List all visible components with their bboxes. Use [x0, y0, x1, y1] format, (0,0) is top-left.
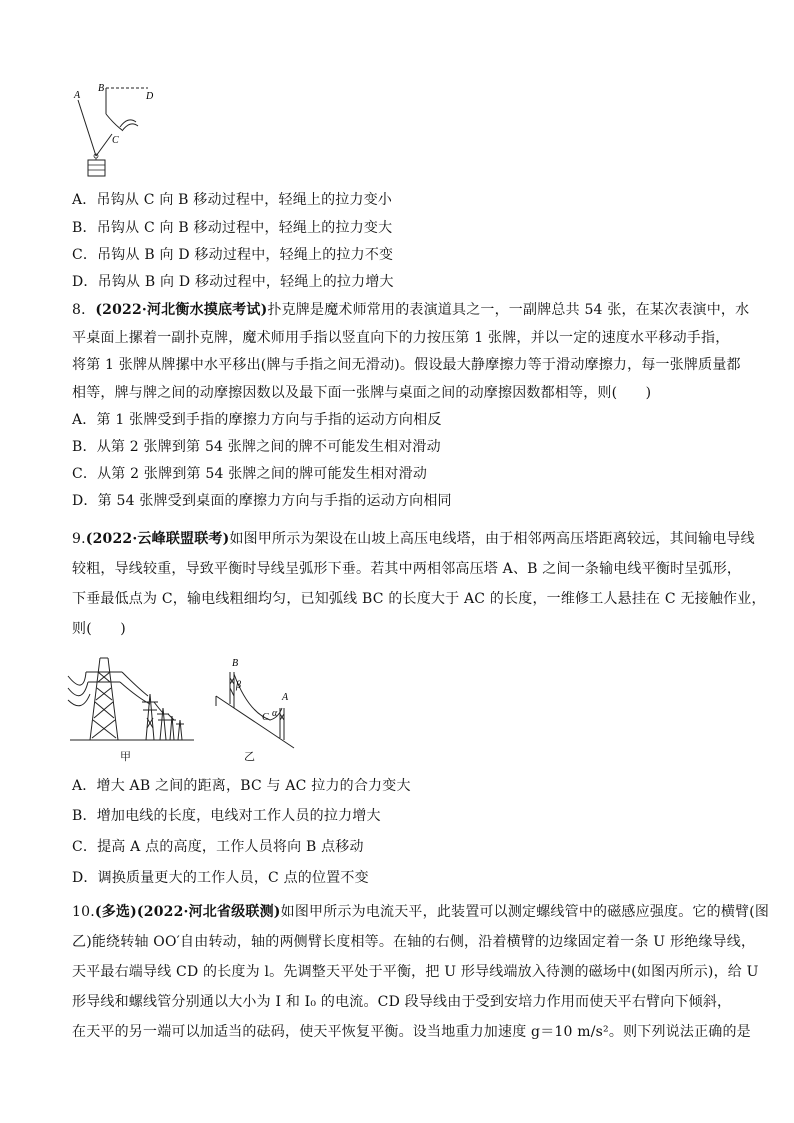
q9-label-c: C [262, 712, 269, 723]
q7-option-b: B．吊钩从 C 向 B 移动过程中，轻绳上的拉力变大 [72, 220, 393, 236]
label-b: B [98, 83, 105, 94]
q10-source: (多选)(2022·河北省级联测) [94, 904, 281, 920]
q9-option-a: A．增大 AB 之间的距离，BC 与 AC 拉力的合力变大 [72, 778, 411, 794]
q10-stem-line-1 [72, 903, 769, 921]
q9-option-d: D．调换质量更大的工作人员，C 点的位置不变 [72, 870, 369, 886]
q7-rope-hook-figure [70, 80, 170, 180]
q9-option-c: C．提高 A 点的高度，工作人员将向 B 点移动 [72, 839, 364, 855]
q8-stem-line-1 [72, 301, 749, 319]
q9-caption-jia: 甲 [120, 750, 131, 763]
q8-stem-line-3: 将第 1 张牌从牌摞中水平移出(牌与手指之间无滑动)。假设最大静摩擦力等于滑动摩擦力，每一张牌质量都 [72, 357, 741, 373]
label-d: D [146, 91, 154, 102]
q9-figure-slope [214, 652, 304, 768]
q9-figure-towers [64, 648, 204, 768]
q10-number: 10. [72, 904, 95, 920]
q9-source: (2022·云峰联盟联考) [85, 531, 230, 547]
q10-stem-line-5: 在天平的另一端可以加适当的砝码，使天平恢复平衡。设当地重力加速度 g＝10 m/s²。则下列说法正确的是 [72, 1024, 751, 1040]
q9-label-a: A [282, 692, 289, 703]
label-c: C [112, 135, 119, 146]
q9-number: 9. [72, 531, 86, 547]
q9-stem-line-3: 下垂最低点为 C，输电线粗细均匀，已知弧线 BC 的长度大于 AC 的长度，一维修工人悬挂在 C 无接触作业， [72, 591, 766, 607]
q8-option-d: D．第 54 张牌受到桌面的摩擦力方向与手指的运动方向相同 [72, 493, 452, 509]
q10-stem-line-2: 乙)能绕转轴 OO′自由转动，轴的两侧臂长度相等。在轴的右侧，沿着横臂的边缘固定着一条 U 形绝缘导线， [72, 934, 756, 950]
q8-stem-text-1: 扑克牌是魔术师常用的表演道具之一，一副牌总共 54 张，在某次表演中，水 [267, 302, 750, 318]
q9-stem-line-1 [72, 530, 755, 548]
q10-stem-line-3: 天平最右端导线 CD 的长度为 l。先调整天平处于平衡，把 U 形导线端放入待测的磁场中(如图丙所示)，给 U [72, 964, 759, 980]
q9-label-beta: β [236, 680, 241, 691]
q8-source: (2022·河北衡水摸底考试) [95, 302, 268, 318]
q9-stem-text-1: 如图甲所示为架设在山坡上高压电线塔，由于相邻两高压塔距离较远，其间输电导线 [229, 531, 755, 547]
q9-stem-line-4: 则( ) [72, 621, 126, 637]
q7-option-d: D．吊钩从 B 向 D 移动过程中，轻绳上的拉力增大 [72, 274, 394, 290]
q9-option-b: B．增加电线的长度，电线对工作人员的拉力增大 [72, 808, 381, 824]
q9-label-b: B [232, 658, 239, 669]
q10-stem-text-1: 如图甲所示为电流天平，此装置可以测定螺线管中的磁感应强度。它的横臂(图 [280, 904, 770, 920]
label-a: A [74, 90, 81, 101]
q8-stem-line-2: 平桌面上摞着一副扑克牌，魔术师用手指以竖直向下的力按压第 1 张牌，并以一定的速度水平移动手指， [72, 330, 730, 346]
q10-stem-line-4: 形导线和螺线管分别通以大小为 I 和 I₀ 的电流。CD 段导线由于受到安培力作用而使天平右臂向下倾斜， [72, 994, 732, 1010]
q8-option-c: C．从第 2 张牌到第 54 张牌之间的牌可能发生相对滑动 [72, 466, 428, 482]
q8-option-b: B．从第 2 张牌到第 54 张牌之间的牌不可能发生相对滑动 [72, 439, 441, 455]
q8-number: 8． [72, 302, 96, 318]
q8-stem-line-4: 相等，牌与牌之间的动摩擦因数以及最下面一张牌与桌面之间的动摩擦因数都相等，则( ) [72, 385, 652, 401]
q9-caption-yi: 乙 [244, 750, 255, 763]
q7-option-a: A．吊钩从 C 向 B 移动过程中，轻绳上的拉力变小 [72, 192, 393, 208]
q9-stem-line-2: 较粗，导线较重，导致平衡时导线呈弧形下垂。若其中两相邻高压塔 A、B 之间一条输电线平衡时呈弧形， [72, 561, 742, 577]
q9-label-alpha: α [272, 708, 278, 719]
q7-option-c: C．吊钩从 B 向 D 移动过程中，轻绳上的拉力不变 [72, 247, 394, 263]
q8-option-a: A．第 1 张牌受到手指的摩擦力方向与手指的运动方向相反 [72, 412, 442, 428]
